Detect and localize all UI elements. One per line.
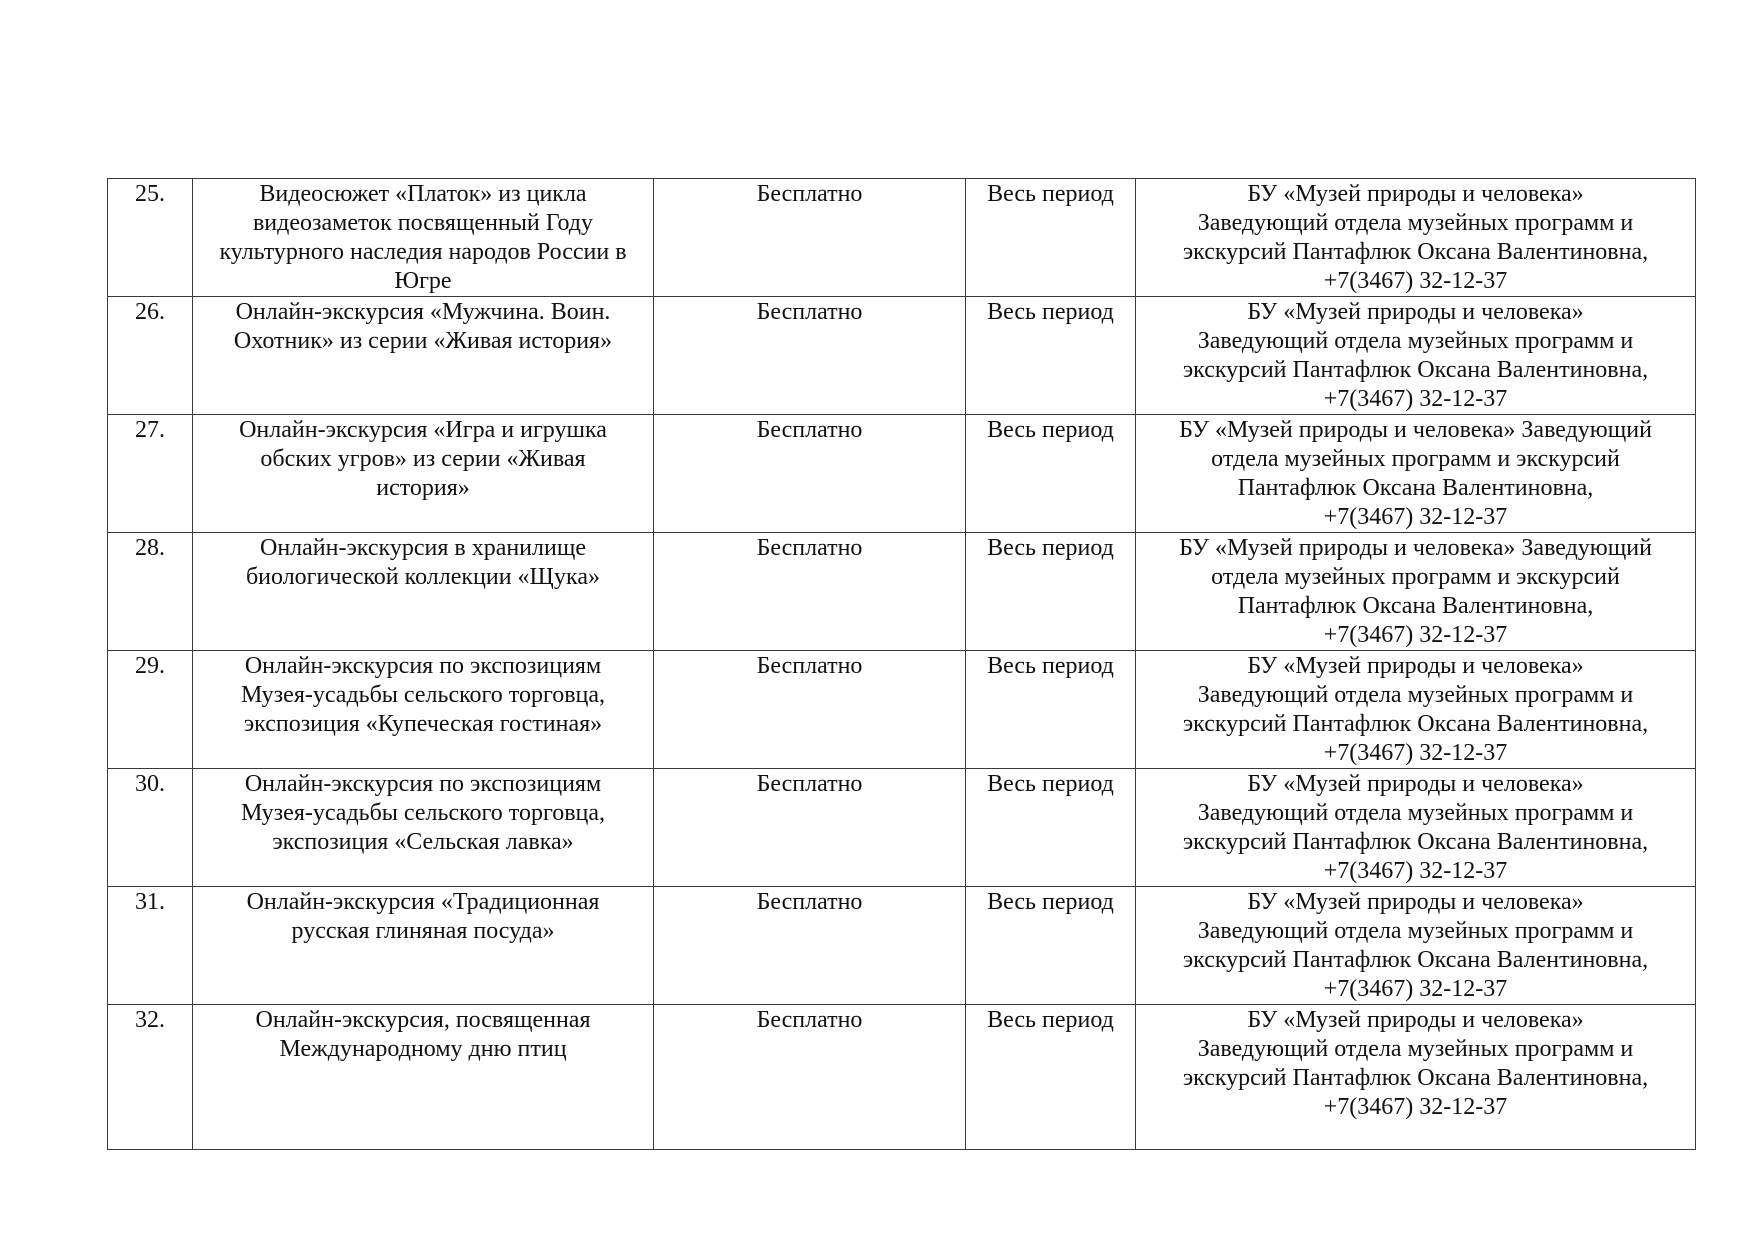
row-number-cell: 32.	[108, 1005, 193, 1150]
contact-cell	[1136, 297, 1696, 415]
event-title-line: Онлайн-экскурсия по экспозициям	[244, 653, 602, 679]
price-cell: Бесплатно	[654, 887, 966, 1005]
contact-line: БУ «Музей природы и человека»	[1247, 653, 1584, 679]
table-row	[108, 887, 1696, 1005]
event-title-cell	[193, 651, 654, 769]
contact-cell	[1136, 651, 1696, 769]
table-row	[108, 297, 1696, 415]
table-row	[108, 651, 1696, 769]
event-title-line: Онлайн-экскурсия «Традиционная	[246, 889, 600, 915]
contact-line: БУ «Музей природы и человека» Заведующий	[1179, 535, 1652, 561]
contact-cell	[1136, 1005, 1696, 1150]
table-row	[108, 533, 1696, 651]
contact-cell	[1136, 533, 1696, 651]
event-title-line: биологической коллекции «Щука»	[245, 564, 601, 590]
contact-line: БУ «Музей природы и человека» Заведующий	[1179, 417, 1652, 443]
event-title-line: Онлайн-экскурсия в хранилище	[260, 535, 586, 561]
contact-line: +7(3467) 32-12-37	[1323, 740, 1508, 766]
event-title-line: Югре	[394, 268, 452, 294]
contact-line: отдела музейных программ и экскурсий	[1211, 564, 1620, 590]
event-title-line: Видеосюжет «Платок» из цикла	[259, 181, 587, 207]
price-cell: Бесплатно	[654, 1005, 966, 1150]
contact-line: экскурсий Пантафлюк Оксана Валентиновна,	[1182, 1065, 1649, 1091]
contact-line: Заведующий отдела музейных программ и	[1197, 800, 1634, 826]
period-cell: Весь период	[966, 769, 1136, 887]
contact-line: экскурсий Пантафлюк Оксана Валентиновна,	[1182, 357, 1649, 383]
contact-cell	[1136, 179, 1696, 297]
contact-line: экскурсий Пантафлюк Оксана Валентиновна,	[1182, 239, 1649, 265]
event-title-line: Международному дню птиц	[279, 1036, 567, 1062]
contact-line: экскурсий Пантафлюк Оксана Валентиновна,	[1182, 829, 1649, 855]
event-title-line: экспозиция «Купеческая гостиная»	[243, 711, 603, 737]
contact-line: +7(3467) 32-12-37	[1323, 268, 1508, 294]
period-cell: Весь период	[966, 415, 1136, 533]
row-number-cell: 28.	[108, 533, 193, 651]
event-title-cell	[193, 533, 654, 651]
price-cell: Бесплатно	[654, 651, 966, 769]
contact-line: +7(3467) 32-12-37	[1323, 622, 1508, 648]
contact-line: Заведующий отдела музейных программ и	[1197, 918, 1634, 944]
table-row	[108, 179, 1696, 297]
contact-line: БУ «Музей природы и человека»	[1247, 181, 1584, 207]
contact-line: БУ «Музей природы и человека»	[1247, 771, 1584, 797]
contact-line: +7(3467) 32-12-37	[1323, 386, 1508, 412]
price-cell: Бесплатно	[654, 179, 966, 297]
contact-line: БУ «Музей природы и человека»	[1247, 1007, 1584, 1033]
event-title-line: видеозаметок посвященный Году	[252, 210, 594, 236]
event-title-line: обских угров» из серии «Живая	[260, 446, 586, 472]
contact-line: +7(3467) 32-12-37	[1323, 1094, 1508, 1120]
contact-line: Пантафлюк Оксана Валентиновна,	[1237, 475, 1594, 501]
event-title-line: Музея-усадьбы сельского торговца,	[240, 800, 606, 826]
contact-line: БУ «Музей природы и человека»	[1247, 889, 1584, 915]
table-row	[108, 769, 1696, 887]
contact-line: экскурсий Пантафлюк Оксана Валентиновна,	[1182, 711, 1649, 737]
event-title-line: культурного наследия народов России в	[219, 239, 627, 265]
row-number-cell: 30.	[108, 769, 193, 887]
contact-line: Заведующий отдела музейных программ и	[1197, 682, 1634, 708]
contact-line: +7(3467) 32-12-37	[1323, 504, 1508, 530]
contact-line: +7(3467) 32-12-37	[1323, 858, 1508, 884]
price-cell: Бесплатно	[654, 533, 966, 651]
contact-line: БУ «Музей природы и человека»	[1247, 299, 1584, 325]
event-title-cell	[193, 297, 654, 415]
row-number-cell: 25.	[108, 179, 193, 297]
event-title-line: история»	[376, 475, 470, 501]
price-cell: Бесплатно	[654, 769, 966, 887]
table-row	[108, 1005, 1696, 1150]
contact-line: отдела музейных программ и экскурсий	[1211, 446, 1620, 472]
price-cell: Бесплатно	[654, 297, 966, 415]
event-title-line: русская глиняная посуда»	[291, 918, 555, 944]
event-title-line: экспозиция «Сельская лавка»	[272, 829, 574, 855]
contact-cell	[1136, 887, 1696, 1005]
price-cell: Бесплатно	[654, 415, 966, 533]
contact-line: Заведующий отдела музейных программ и	[1197, 1036, 1634, 1062]
row-number-cell: 31.	[108, 887, 193, 1005]
event-title-cell	[193, 179, 654, 297]
event-title-line: Онлайн-экскурсия, посвященная	[255, 1007, 591, 1033]
event-title-line: Охотник» из серии «Живая история»	[233, 328, 613, 354]
period-cell: Весь период	[966, 1005, 1136, 1150]
contact-line: +7(3467) 32-12-37	[1323, 976, 1508, 1002]
row-number-cell: 29.	[108, 651, 193, 769]
period-cell: Весь период	[966, 179, 1136, 297]
event-title-line: Онлайн-экскурсия «Мужчина. Воин.	[235, 299, 611, 325]
event-title-line: Онлайн-экскурсия по экспозициям	[244, 771, 602, 797]
contact-line: экскурсий Пантафлюк Оксана Валентиновна,	[1182, 947, 1649, 973]
event-title-cell	[193, 887, 654, 1005]
table-row	[108, 415, 1696, 533]
row-number-cell: 26.	[108, 297, 193, 415]
period-cell: Весь период	[966, 533, 1136, 651]
contact-line: Заведующий отдела музейных программ и	[1197, 210, 1634, 236]
contact-line: Пантафлюк Оксана Валентиновна,	[1237, 593, 1594, 619]
period-cell: Весь период	[966, 651, 1136, 769]
row-number-cell: 27.	[108, 415, 193, 533]
contact-line: Заведующий отдела музейных программ и	[1197, 328, 1634, 354]
event-title-line: Онлайн-экскурсия «Игра и игрушка	[239, 417, 607, 443]
events-table-body	[108, 179, 1696, 1150]
event-title-cell	[193, 415, 654, 533]
period-cell: Весь период	[966, 297, 1136, 415]
event-title-cell	[193, 1005, 654, 1150]
period-cell: Весь период	[966, 887, 1136, 1005]
contact-cell	[1136, 769, 1696, 887]
events-table	[107, 178, 1696, 1150]
contact-cell	[1136, 415, 1696, 533]
event-title-cell	[193, 769, 654, 887]
event-title-line: Музея-усадьбы сельского торговца,	[240, 682, 606, 708]
